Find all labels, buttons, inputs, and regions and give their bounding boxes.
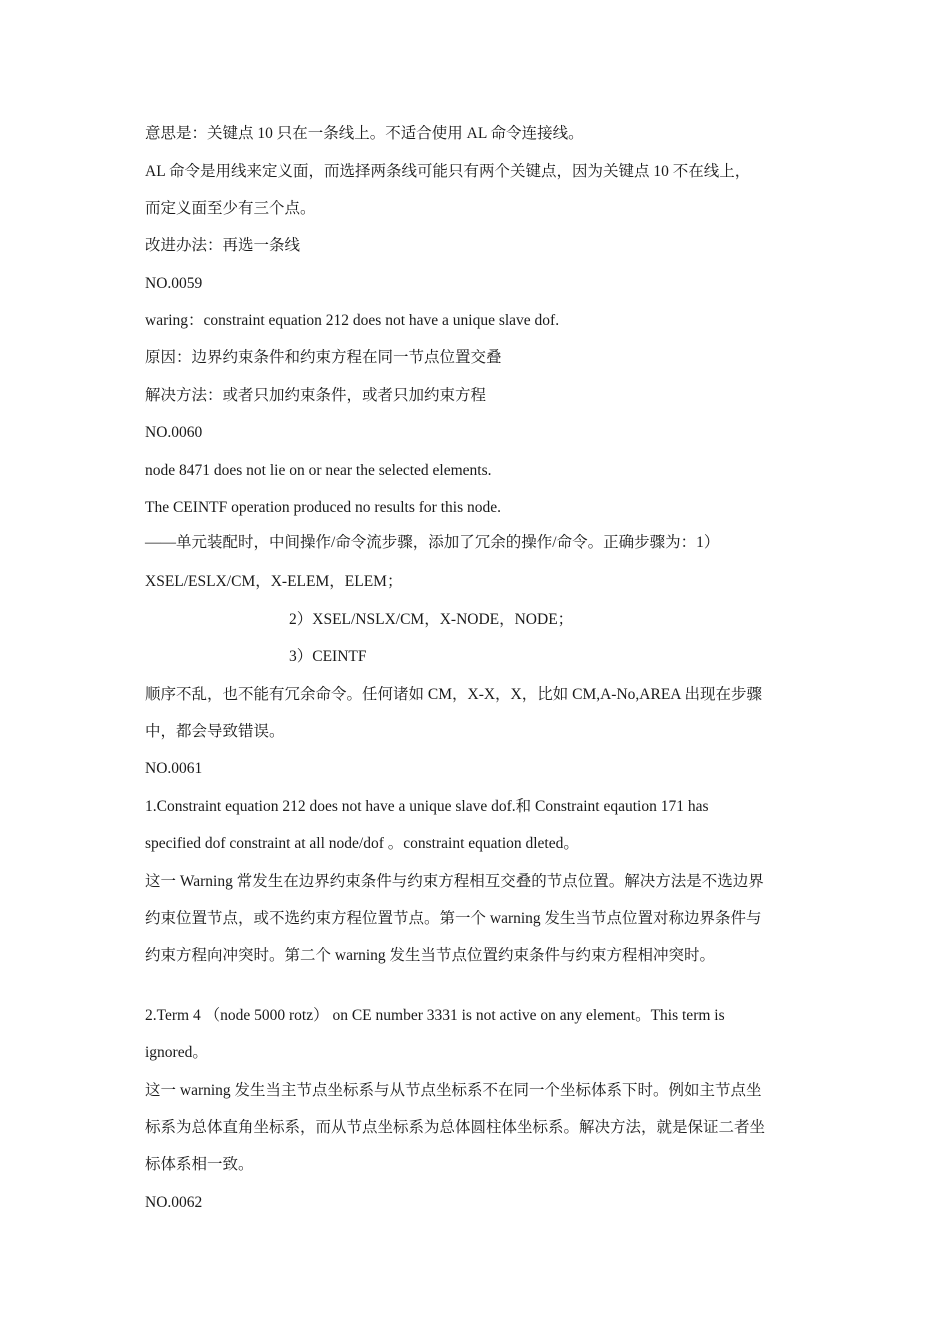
step-line: 2）XSEL/NSLX/CM，X-NODE，NODE； — [289, 611, 574, 628]
text-line: 而定义面至少有三个点。 — [145, 200, 316, 217]
text-line: The CEINTF operation produced no results for this node. — [145, 499, 501, 516]
text-line: XSEL/ESLX/CM，X-ELEM，ELEM； — [145, 573, 403, 590]
text-line: 约束位置节点，或不选约束方程位置节点。第一个 warning 发生当节点位置对称边界条件与 — [145, 910, 762, 927]
section-heading: NO.0061 — [145, 760, 203, 777]
text-line: 约束方程向冲突时。第二个 warning 发生当节点位置约束条件与约束方程相冲突时。 — [145, 947, 716, 964]
text-line: waring：constraint equation 212 does not have a unique slave dof. — [145, 312, 560, 329]
text-line: node 8471 does not lie on or near the selected elements. — [145, 462, 492, 479]
text-line: 顺序不乱，也不能有冗余命令。任何诸如 CM，X-X，X，比如 CM,A-No,AREA 出现在步骤 — [145, 686, 762, 703]
text-line: 2.Term 4 （node 5000 rotz） on CE number 3331 is not active on any element。This term is — [145, 1007, 725, 1024]
section-heading: NO.0062 — [145, 1194, 203, 1211]
section-heading: NO.0060 — [145, 424, 203, 441]
text-line: 改进办法：再选一条线 — [145, 237, 301, 254]
text-line: 1.Constraint equation 212 does not have a unique slave dof.和 Constraint eqaution 171 has — [145, 798, 709, 815]
text-line: 标体系相一致。 — [145, 1156, 254, 1173]
step-line: 3）CEINTF — [289, 648, 367, 665]
text-line: ——单元装配时，中间操作/命令流步骤，添加了冗余的操作/命令。正确步骤为：1） — [145, 534, 720, 551]
text-line: 解决方法：或者只加约束条件，或者只加约束方程 — [145, 387, 487, 404]
text-line: 原因：边界约束条件和约束方程在同一节点位置交叠 — [145, 349, 502, 366]
text-line: AL 命令是用线来定义面，而选择两条线可能只有两个关键点，因为关键点 10 不在线上， — [145, 163, 751, 180]
text-line: 这一 Warning 常发生在边界约束条件与约束方程相互交叠的节点位置。解决方法是不选边界 — [145, 873, 764, 890]
text-line: specified dof constraint at all node/dof 。constraint equation dleted。 — [145, 835, 579, 852]
text-line: 意思是：关键点 10 只在一条线上。不适合使用 AL 命令连接线。 — [145, 125, 584, 142]
text-line: 中，都会导致错误。 — [145, 723, 285, 740]
text-line: ignored。 — [145, 1044, 208, 1061]
text-line: 标系为总体直角坐标系，而从节点坐标系为总体圆柱体坐标系。解决方法，就是保证二者坐 — [145, 1119, 766, 1136]
section-heading: NO.0059 — [145, 275, 203, 292]
text-line: 这一 warning 发生当主节点坐标系与从节点坐标系不在同一个坐标体系下时。例如主节点坐 — [145, 1082, 762, 1099]
